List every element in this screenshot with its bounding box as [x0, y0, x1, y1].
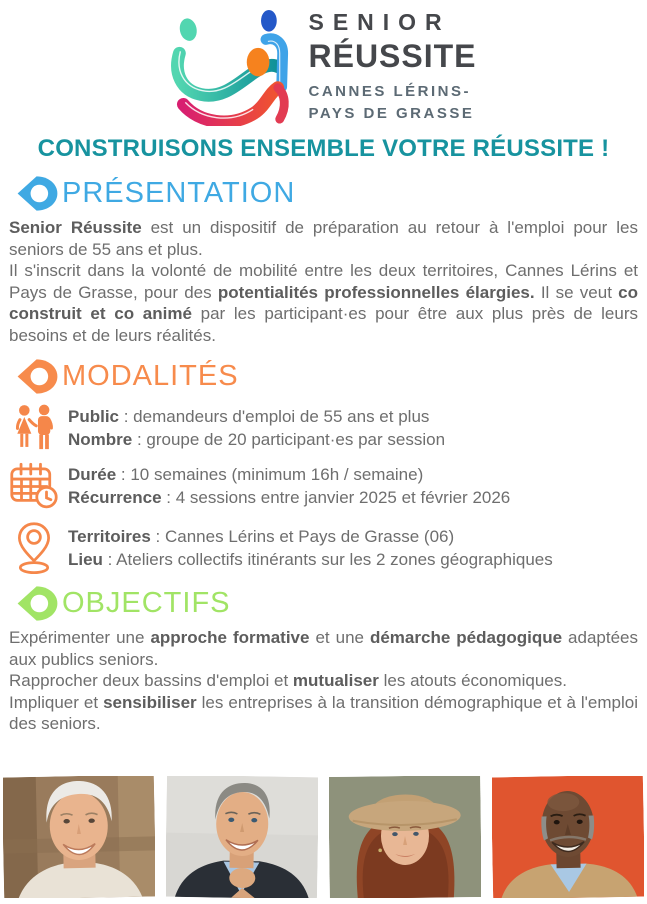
photo-senior-man-suit [166, 776, 318, 898]
modalite-line-territoires: Territoires : Cannes Lérins et Pays de Grasse (06) [68, 526, 455, 546]
logo-text [308, 9, 476, 125]
modalite-text [68, 463, 510, 510]
photo-senior-man-orange-bg [492, 776, 644, 898]
teardrop-bullet-icon [16, 585, 59, 622]
modalite-row-territoires-lieu [8, 520, 647, 576]
modalite-line-recurrence: Récurrence : 4 sessions entre janvier 2025 et février 2026 [68, 488, 511, 507]
modalite-text [68, 405, 445, 452]
presentation-paragraph: Senior Réussite est un dispositif de préparation au retour à l'emploi pour les seniors de 55 ans et plus. [9, 218, 638, 259]
modalite-line-duree: Durée : 10 semaines (minimum 16h / semaine) [68, 464, 424, 484]
logo-title-senior: SENIOR [308, 9, 451, 36]
main-headline: CONSTRUISONS ENSEMBLE VOTRE RÉUSSITE ! [37, 135, 610, 162]
photo-senior-woman-white-hair [3, 776, 155, 898]
modalite-text [68, 525, 553, 572]
objectifs-text [9, 627, 638, 735]
logo-title-reussite: RÉUSSITE [308, 38, 477, 75]
section-title-objectifs: OBJECTIFS [62, 587, 231, 619]
section-header-presentation [16, 175, 647, 212]
objectifs-paragraph: Expérimenter une approche formative et une démarche pédagogique adaptées aux publics seniors. [9, 628, 638, 669]
section-header-modalites [16, 358, 647, 395]
presentation-text [9, 217, 638, 346]
modalite-line-public: Public : demandeurs d'emploi de 55 ans et plus [68, 406, 430, 426]
photo-strip [3, 776, 644, 898]
couple-icon [8, 404, 60, 452]
modalite-line-nombre: Nombre : groupe de 20 participant·es par session [68, 430, 446, 449]
calendar-clock-icon [8, 461, 60, 511]
presentation-paragraph: Il s'inscrit dans la volonté de mobilité entre les deux territoires, Cannes Lérins et Pays de Grasse, pour des potentialités professionnelles élargies. Il se veut co construit et co animé par les participant·es pour être aux plus près de leurs besoins et de leurs réalités. [9, 261, 639, 345]
logo-subtitle-line2: PAYS DE GRASSE [308, 105, 475, 122]
modalite-row-public-nombre [8, 404, 647, 452]
modalite-row-duree-recurrence [8, 461, 647, 511]
logo-subtitle [308, 81, 476, 125]
objectifs-paragraph: Impliquer et sensibiliser les entreprises à la transition démographique et à l'emploi des seniors. [9, 692, 638, 733]
teardrop-bullet-icon [16, 358, 59, 395]
senior-reussite-logo-icon [170, 8, 296, 126]
section-title-modalites: MODALITÉS [62, 360, 239, 392]
section-header-objectifs [16, 585, 647, 622]
location-pin-icon [8, 520, 60, 576]
objectifs-paragraph: Rapprocher deux bassins d'emploi et mutualiser les atouts économiques. [9, 671, 567, 690]
teardrop-bullet-icon [16, 175, 59, 212]
logo-subtitle-line1: CANNES LÉRINS- [308, 83, 471, 101]
photo-senior-woman-hat [329, 776, 481, 898]
section-title-presentation: PRÉSENTATION [62, 177, 296, 209]
modalite-line-lieu: Lieu : Ateliers collectifs itinérants sur les 2 zones géographiques [68, 550, 553, 569]
logo [0, 0, 647, 126]
